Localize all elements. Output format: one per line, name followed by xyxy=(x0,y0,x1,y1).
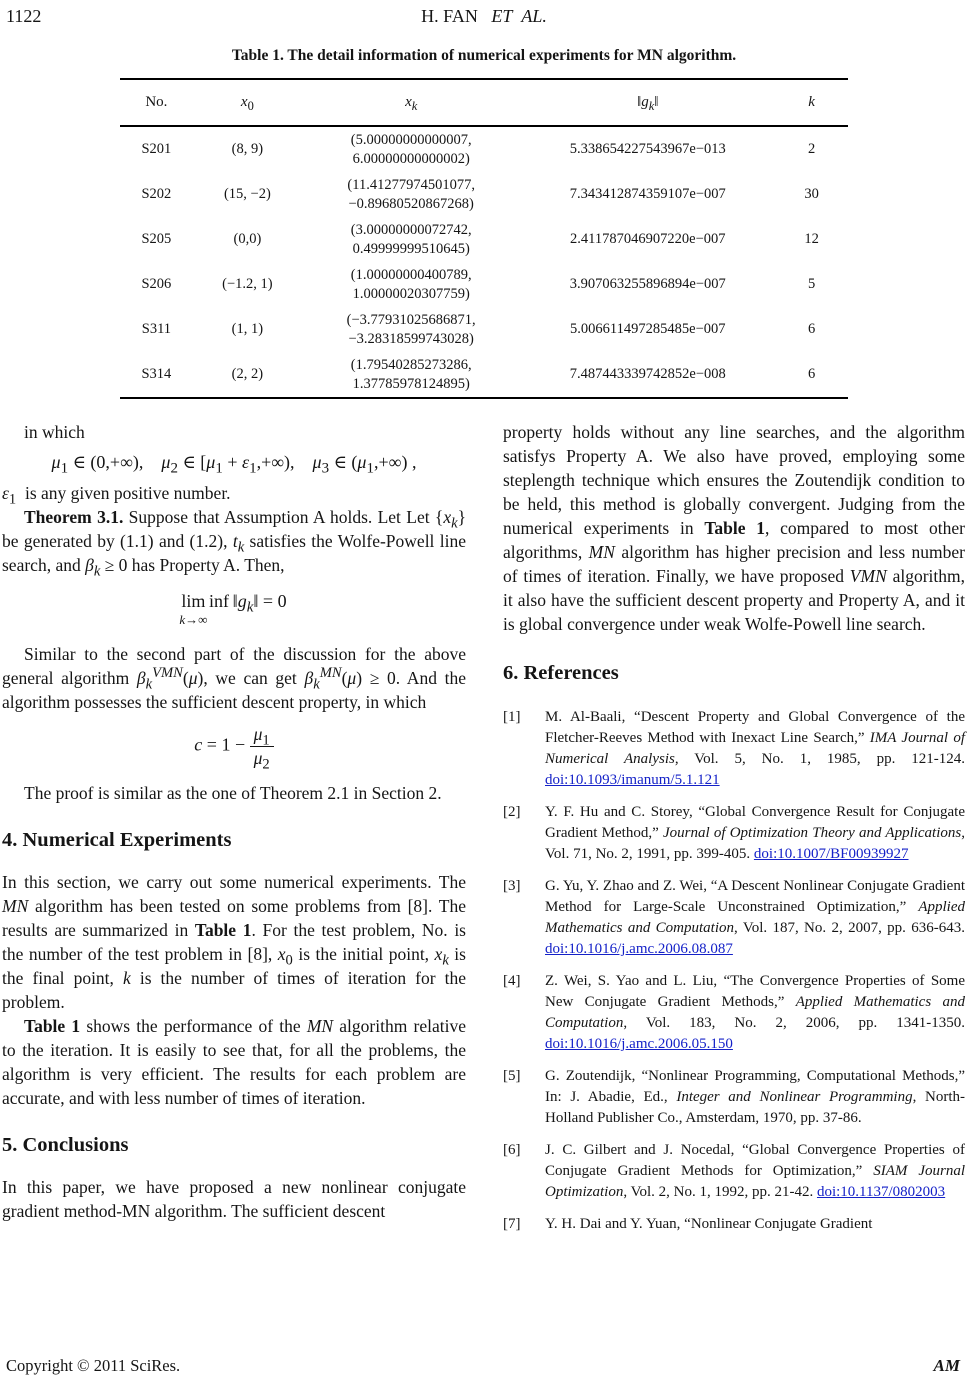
cell-k: 6 xyxy=(807,366,816,382)
doi-link[interactable]: doi:10.1093/imanum/5.1.121 xyxy=(545,772,720,788)
equation-liminf xyxy=(2,591,466,627)
cell-xk xyxy=(302,176,520,214)
cell-xk-line2: 0.49999999510645) xyxy=(352,240,470,257)
reference-item xyxy=(503,1066,965,1129)
reference-text: G. Zoutendijk, “Nonlinear Programming, Computational Methods,” In: J. Abadie, Ed., Integer and Nonlinear Programming, North-Holland Publisher Co., Amsterdam, 1970, pp. 37-86. xyxy=(545,1068,965,1126)
cell-xk-line2: 1.37785978124895) xyxy=(352,375,470,392)
reference-item xyxy=(503,876,965,960)
cell-gk: 3.907063255896894e−007 xyxy=(569,276,726,292)
cell-xk-line2: −0.89680520867268) xyxy=(348,195,474,212)
cell-k: 12 xyxy=(804,231,819,247)
cell-x0: (2, 2) xyxy=(231,366,264,382)
cell-no: S202 xyxy=(141,186,172,202)
equation-mu-conditions: $\mu_1$ ∈ (0,+∞), $\mu_2$ ∈ $[\mu_1 + \varepsilon_1,+\infty)$, $\mu_3$ ∈ $(\mu_1,+\infty)$ , xyxy=(51,452,417,477)
cell-xk-line1: (1.79540285273286, xyxy=(350,356,472,373)
table-header-row xyxy=(120,80,848,127)
paragraph-section4-table1: Table 1 shows the performance of the MN algorithm relative to the iteration. It is easily to see that, for all the problems, the algorithm is very efficient. The results for each problem are accurate, and with less number of times of iteration. xyxy=(2,1016,466,1108)
cell-xk-line2: 1.00000020307759) xyxy=(352,285,470,302)
doi-link[interactable]: doi:10.1007/BF00939927 xyxy=(753,846,909,862)
reference-text: Y. H. Dai and Y. Yuan, “Nonlinear Conjugate Gradient xyxy=(545,1216,873,1232)
header-gk-norm: $‖g_k‖$ xyxy=(637,94,659,113)
section-heading-numerical-experiments: 4. Numerical Experiments xyxy=(2,829,232,851)
reference-label: [6] xyxy=(503,1142,521,1158)
cell-xk-line2: 6.00000000000002) xyxy=(352,150,470,167)
cell-xk-line1: (3.00000000072742, xyxy=(350,221,472,238)
paragraph-in-which: in which xyxy=(24,422,85,442)
cell-gk: 7.343412874359107e−007 xyxy=(569,186,726,202)
reference-label: [1] xyxy=(503,709,521,725)
cell-xk-line1: (11.41277974501077, xyxy=(347,176,475,193)
left-column xyxy=(2,420,466,1223)
cell-xk xyxy=(302,221,520,259)
copyright-notice: Copyright © 2011 SciRes. xyxy=(6,1356,181,1375)
header-k: k xyxy=(808,94,815,110)
cell-x0: (0,0) xyxy=(233,231,262,247)
right-column xyxy=(503,420,965,1246)
cell-no: S201 xyxy=(141,141,172,157)
cell-no: S205 xyxy=(141,231,172,247)
reference-text: J. C. Gilbert and J. Nocedal, “Global Convergence Properties of Conjugate Gradient Methods for Optimization,” SIAM Journal Optimization, Vol. 2, No. 1, 1992, pp. 21-42. doi:10.1137/0802003 xyxy=(545,1142,965,1200)
cell-xk-line1: (5.00000000000007, xyxy=(350,131,472,148)
journal-abbreviation: AM xyxy=(933,1356,960,1375)
paragraph-section4-intro: In this section, we carry out some numerical experiments. The MN algorithm has been tested on some problems from [8]. The results are summarized in Table 1. For the test problem, No. is the number of the test problem in [8], $x_0$ is the initial point, $x_k$ is the final point, k is the number of times of iteration for the problem. xyxy=(2,872,466,1012)
cell-xk-line2: −3.28318599743028) xyxy=(348,330,474,347)
reference-label: [4] xyxy=(503,973,521,989)
lim-subscript: k→∞ xyxy=(179,612,208,627)
paragraph-epsilon: $\varepsilon_1$ is any given positive number. xyxy=(2,483,231,508)
fraction-denominator: $\mu_2$ xyxy=(253,748,270,773)
paragraph-theorem-3-1: Theorem 3.1. Suppose that Assumption A holds. Let Let $\{x_k\}$ be generated by (1.1) and (1.2), $t_k$ satisfies the Wolfe-Powell line search, and $\beta_k \ge 0$ has Property A. Then, xyxy=(2,507,467,580)
cell-x0: (−1.2, 1) xyxy=(222,276,273,292)
page-number: 1122 xyxy=(6,6,42,26)
reference-label: [5] xyxy=(503,1068,521,1084)
cell-xk xyxy=(302,266,520,304)
cell-x0: (8, 9) xyxy=(231,141,264,157)
table-row xyxy=(120,127,848,172)
doi-link[interactable]: doi:10.1016/j.amc.2006.05.150 xyxy=(545,1036,733,1052)
fraction xyxy=(250,724,274,773)
cell-x0: (1, 1) xyxy=(231,321,264,337)
results-table xyxy=(120,78,848,399)
cell-no: S314 xyxy=(141,366,172,382)
reference-text: G. Yu, Y. Zhao and Z. Wei, “A Descent Nonlinear Conjugate Gradient Method for Large-Scale Unconstrained Optimization,” Applied Mathematics and Computation, Vol. 187, No. 2, 2007, pp. 636-643. doi:10.1016/j.amc.2006.08.087 xyxy=(545,878,965,957)
table-row xyxy=(120,217,848,262)
cell-gk: 5.338654227543967e−013 xyxy=(569,141,726,157)
cell-k: 6 xyxy=(807,321,816,337)
header-no: No. xyxy=(145,94,168,110)
reference-text: Z. Wei, S. Yao and L. Liu, “The Convergence Properties of Some New Conjugate Gradient Methods,” Applied Mathematics and Computation, Vol. 183, No. 2, 2006, pp. 1341-1350. doi:10.1016/j.amc.2006.05.150 xyxy=(545,973,965,1052)
cell-k: 5 xyxy=(807,276,816,292)
paragraph-conclusions: In this paper, we have proposed a new nonlinear conjugate gradient method-MN algorithm. The sufficient descent xyxy=(2,1177,466,1221)
reference-item xyxy=(503,707,965,791)
cell-xk-line1: (−3.77931025686871, xyxy=(346,311,476,328)
fraction-numerator: $\mu_1$ xyxy=(250,724,274,747)
reference-item xyxy=(503,802,965,865)
reference-item xyxy=(503,1140,965,1203)
paragraph-property: property holds without any line searches, and the algorithm satisfys Property A. We also have proved, employing some steplength technique which ensures the Zoutendijk condition to be held, this method is globally convergent. Judging from the numerical experiments in Table 1, compared to most other algorithms, MN algorithm has higher precision and less number of times of iteration. Finally, we have proposed VMN algorithm, it also have the sufficient descent property and Property A, and it is global convergence under weak Wolfe-Powell line search. xyxy=(503,422,966,634)
cell-xk xyxy=(302,311,520,349)
header-x0: $x_0$ xyxy=(240,94,254,113)
reference-item xyxy=(503,971,965,1055)
doi-link[interactable]: doi:10.1137/0802003 xyxy=(816,1184,946,1200)
reference-label: [7] xyxy=(503,1216,521,1232)
cell-xk xyxy=(302,131,520,169)
header-xk: $x_k$ xyxy=(405,94,418,113)
cell-gk: 2.411787046907220e−007 xyxy=(570,231,726,247)
cell-k: 2 xyxy=(807,141,816,157)
section-heading-references: 6. References xyxy=(503,662,619,684)
cell-gk: 5.006611497285485e−007 xyxy=(570,321,726,337)
table-row xyxy=(120,352,848,397)
cell-xk-line1: (1.00000000400789, xyxy=(350,266,472,283)
paragraph-similar: Similar to the second part of the discussion for the above general algorithm $\beta_k^{VMN}(\mu)$, we can get $\beta_k^{MN}(\mu) \ge 0$. And the algorithm possesses the sufficient descent property, in which xyxy=(2,644,466,712)
reference-label: [2] xyxy=(503,804,521,820)
cell-no: S206 xyxy=(141,276,172,292)
paragraph-proof: The proof is similar as the one of Theorem 2.1 in Section 2. xyxy=(24,783,442,803)
cell-no: S311 xyxy=(141,321,172,337)
liminf-body: inf $‖g_k‖ = 0$ xyxy=(205,591,287,616)
reference-text: Y. F. Hu and C. Storey, “Global Convergence Result for Conjugate Gradient Method,” Journal of Optimization Theory and Applications, Vol. 71, No. 2, 1991, pp. 399-405. doi:10.1007/BF00939927 xyxy=(545,804,965,862)
reference-text: M. Al-Baali, “Descent Property and Global Convergence of the Fletcher-Reeves Method with Inexact Line Search,” IMA Journal of Numerical Analysis, Vol. 5, No. 1, 1985, pp. 121-124. doi:10.1093/imanum/5.1.121 xyxy=(545,709,965,788)
lim-text: lim xyxy=(181,591,206,611)
cell-x0: (15, −2) xyxy=(223,186,271,202)
cell-gk: 7.487443339742852e−008 xyxy=(569,366,726,382)
table-row xyxy=(120,307,848,352)
reference-item xyxy=(503,1214,965,1235)
cell-xk xyxy=(302,356,520,394)
cell-k: 30 xyxy=(804,186,819,202)
table-caption: Table 1. The detail information of numerical experiments for MN algorithm. xyxy=(231,47,737,64)
reference-label: [3] xyxy=(503,878,521,894)
lim-operator xyxy=(179,591,208,627)
table-row xyxy=(120,262,848,307)
section-heading-conclusions: 5. Conclusions xyxy=(2,1134,129,1156)
equation-c-lhs: c = 1 − xyxy=(194,734,250,755)
running-head: H. FAN ET AL. xyxy=(421,6,547,26)
doi-link[interactable]: doi:10.1016/j.amc.2006.08.087 xyxy=(545,941,733,957)
table-row xyxy=(120,172,848,217)
equation-c xyxy=(2,724,466,773)
